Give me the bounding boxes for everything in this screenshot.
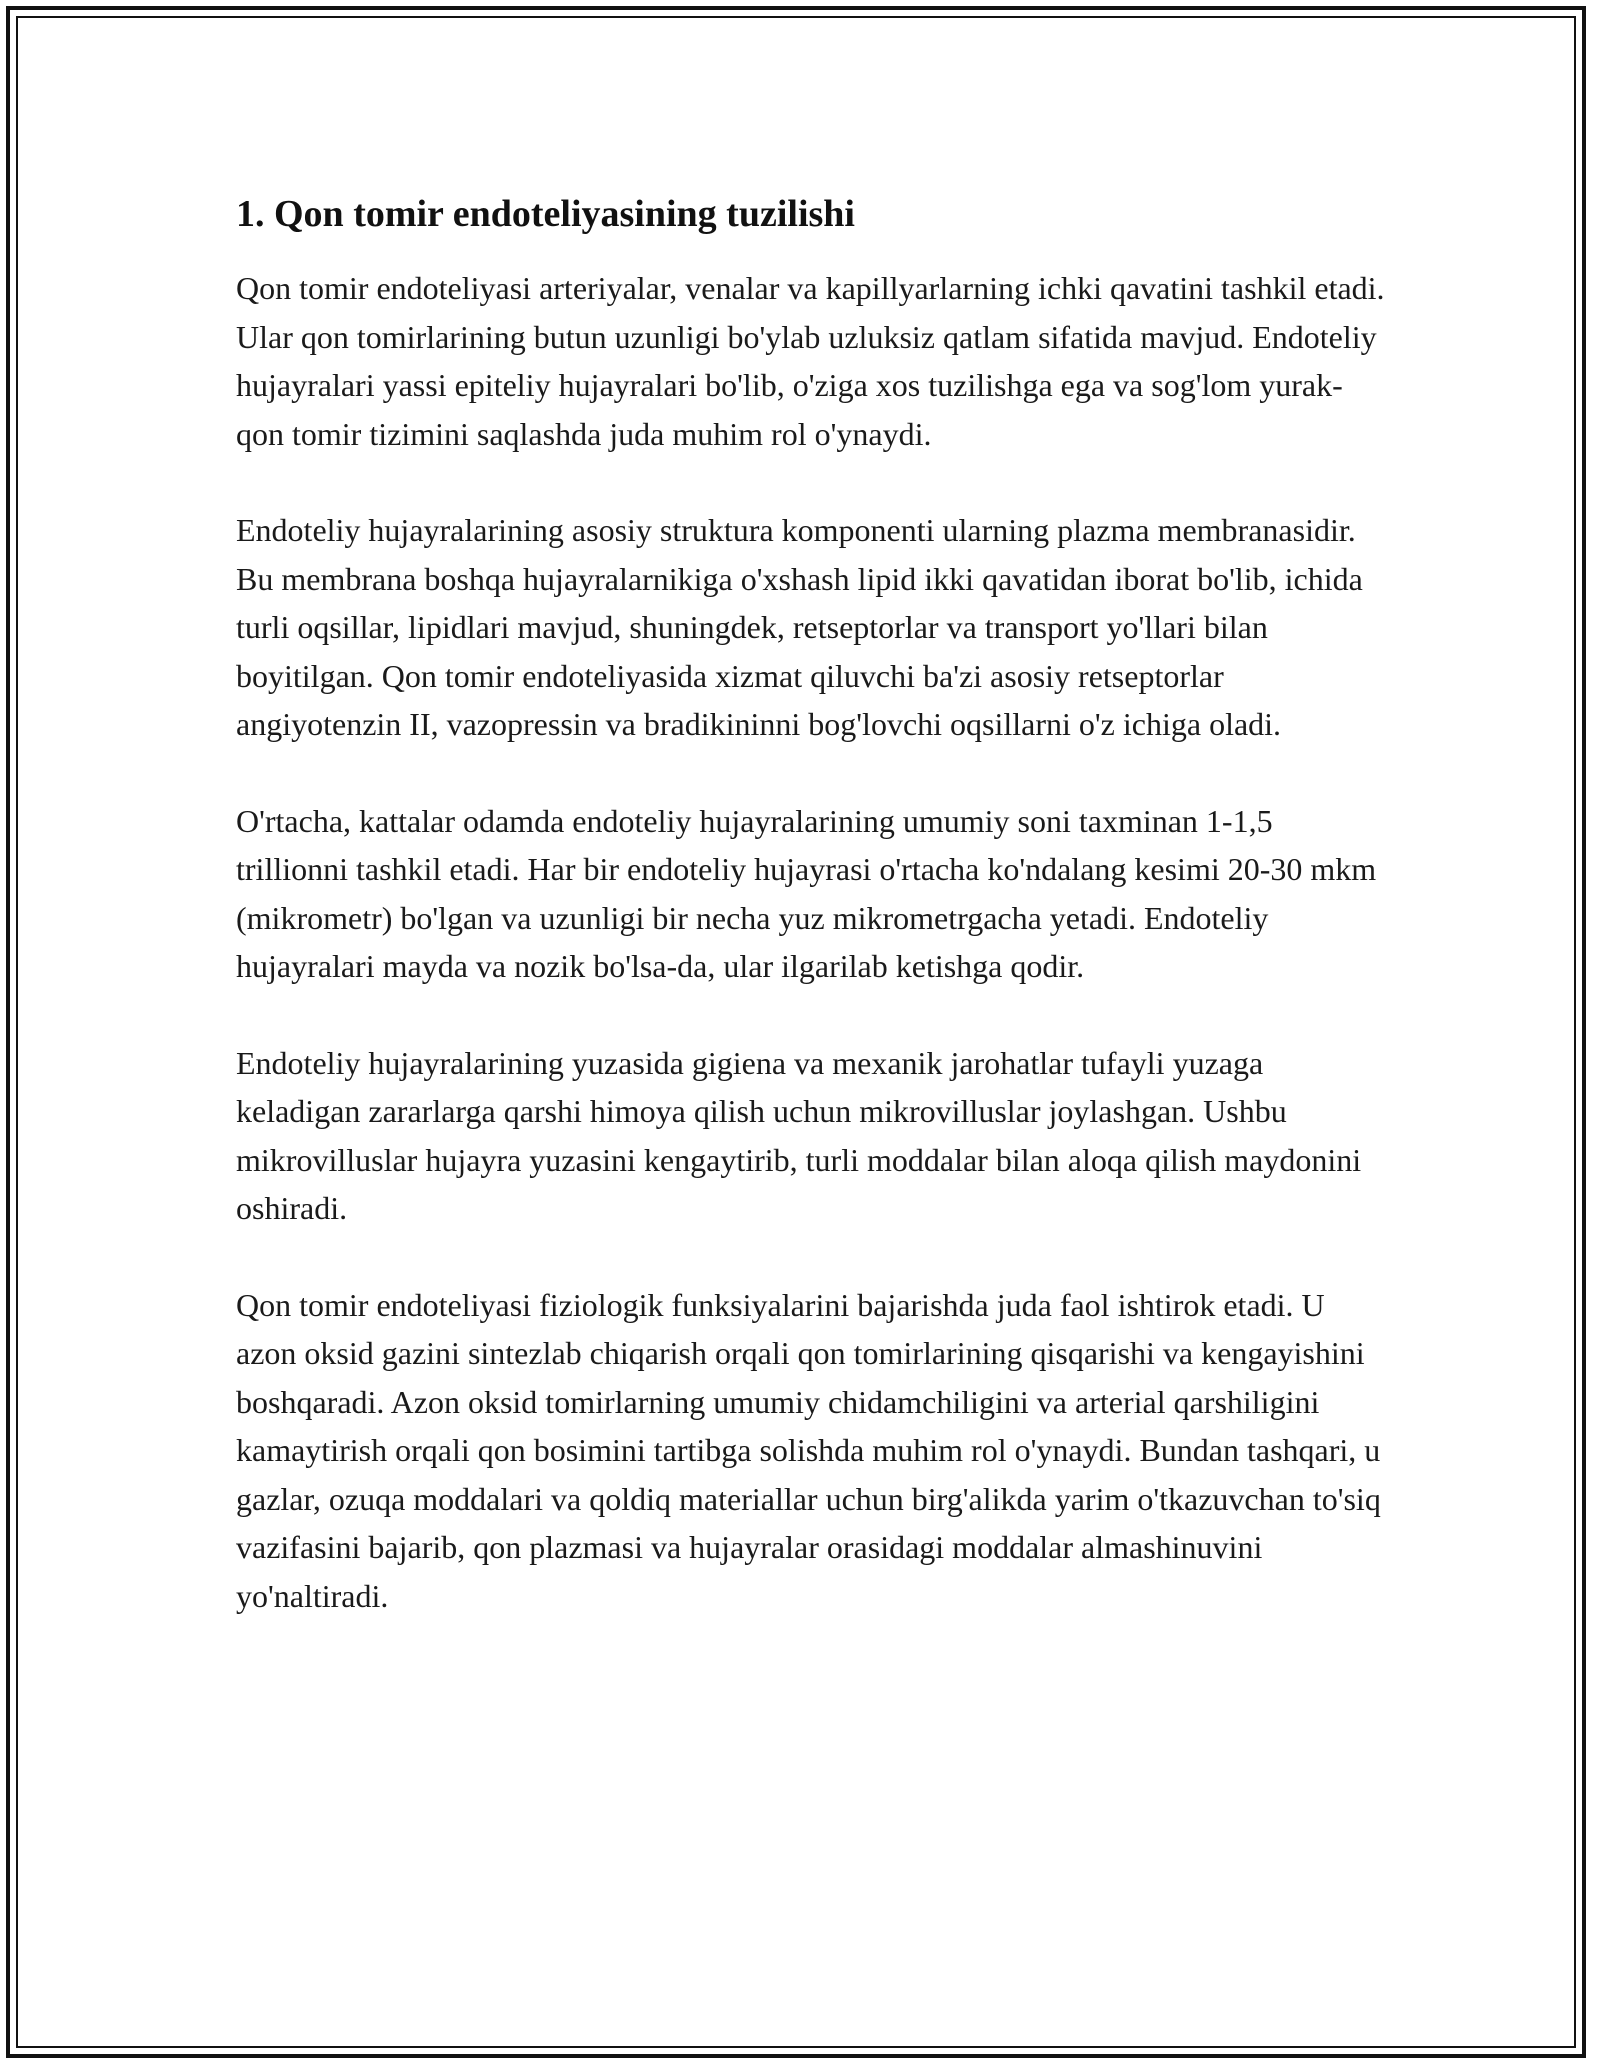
document-body — [236, 190, 1386, 1668]
paragraph-2: Endoteliy hujayralarining asosiy struktura komponenti ularning plazma membranasidir. Bu membrana boshqa hujayralarnikiga o'xshash lipid ikki qavatidan iborat bo'lib, ichida turli oqsillar, lipidlari mavjud, shuningdek, retseptorlar va transport yo'llari bilan boyitilgan. Qon tomir endoteliyasida xizmat qiluvchi ba'zi asosiy retseptorlar angiyotenzin II, vazopressin va bradikininni bog'lovchi oqsillarni o'z ichiga oladi. — [236, 512, 1363, 742]
section-heading: 1. Qon tomir endoteliyasining tuzilishi — [236, 193, 855, 235]
paragraph-4: Endoteliy hujayralarining yuzasida gigiena va mexanik jarohatlar tufayli yuzaga keladigan zararlarga qarshi himoya qilish uchun mikrovilluslar joylashgan. Ushbu mikrovilluslar hujayra yuzasini kengaytirib, turli moddalar bilan aloqa qilish maydonini oshiradi. — [236, 1044, 1362, 1226]
paragraph-5: Qon tomir endoteliyasi fiziologik funksiyalarini bajarishda juda faol ishtirok etadi. U azon oksid gazini sintezlab chiqarish orqali qon tomirlarining qisqarishi va kengayishini boshqaradi. Azon oksid tomirlarning umumiy chidamchiligini va arterial qarshiligini kamaytirish orqali qon bosimini tartibga solishda muhim rol o'ynaydi. Bundan tashqari, u gazlar, ozuqa moddalari va qoldiq materiallar uchun birg'alikda yarim o'tkazuvchan to'siq vazifasini bajarib, qon plazmasi va hujayralar orasidagi moddalar almashinuvini yo'naltiradi. — [236, 1286, 1381, 1614]
paragraph-3: O'rtacha, kattalar odamda endoteliy hujayralarining umumiy soni taxminan 1-1,5 trillionni tashkil etadi. Har bir endoteliy hujayrasi o'rtacha ko'ndalang kesimi 20-30 mkm (mikrometr) bo'lgan va uzunligi bir necha yuz mikrometrgacha yetadi. Endoteliy hujayralari mayda va nozik bo'lsa-da, ular ilgarilab ketishga qodir. — [236, 802, 1377, 984]
paragraph-1: Qon tomir endoteliyasi arteriyalar, venalar va kapillyarlarning ichki qavatini tashkil etadi. Ular qon tomirlarining butun uzunligi bo'ylab uzluksiz qatlam sifatida mavjud. Endoteliy hujayralari yassi epiteliy hujayralari bo'lib, o'ziga xos tuzilishga ega va sog'lom yurak-qon tomir tizimini saqlashda juda muhim rol o'ynaydi. — [236, 270, 1385, 452]
